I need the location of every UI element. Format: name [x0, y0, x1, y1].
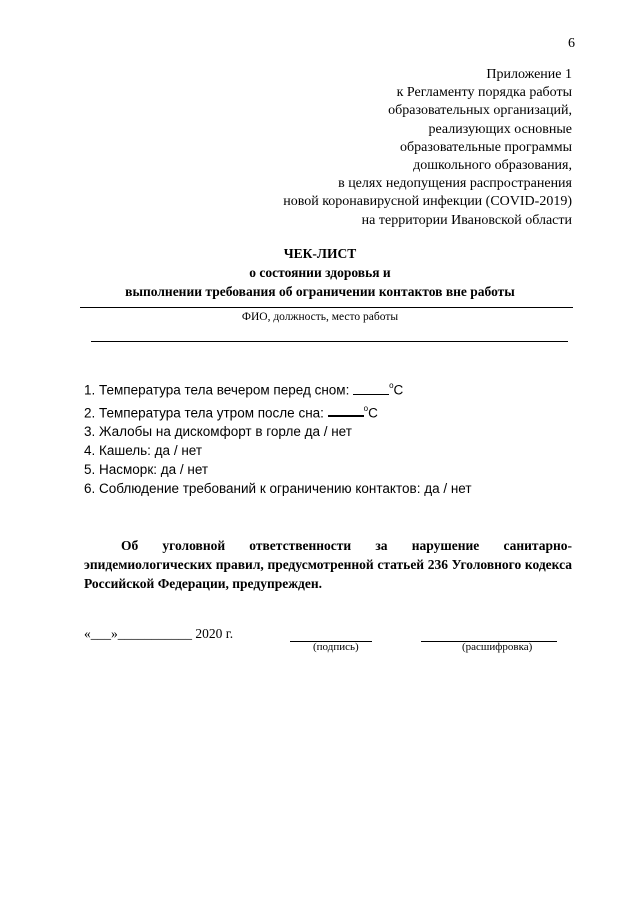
unit: C: [393, 382, 404, 398]
unit: C: [368, 405, 378, 420]
health-checklist: [84, 377, 472, 498]
appendix-line: на территории Ивановской области: [361, 212, 572, 228]
signature-caption: (подпись): [313, 641, 359, 653]
item-label: 2. Температура тела утром после сна:: [84, 405, 328, 420]
evening-temp-field[interactable]: [353, 382, 389, 395]
appendix-line: новой коронавирусной инфекции (COVID-2019): [283, 194, 572, 210]
appendix-line: дошкольного образования,: [413, 158, 572, 174]
appendix-line: реализующих основные: [428, 121, 572, 137]
appendix-line: образовательные программы: [400, 139, 572, 155]
checklist-item-runny-nose: 5. Насморк: да / нет: [84, 462, 209, 477]
appendix-line: образовательных организаций,: [388, 103, 572, 119]
fio-caption: ФИО, должность, место работы: [241, 311, 399, 323]
degree-sign: o: [389, 381, 394, 390]
appendix-line: Приложение 1: [486, 67, 572, 82]
date-field[interactable]: «___»___________ 2020 г.: [84, 626, 234, 641]
decoding-caption: (расшифровка): [462, 641, 533, 653]
checklist-item-evening-temp: [84, 377, 472, 400]
fio-second-line[interactable]: [91, 330, 568, 342]
fio-input-line[interactable]: [80, 307, 573, 308]
appendix-line: в целях недопущения распространения: [338, 176, 572, 192]
liability-warning: Об уголовной ответственности за нарушение санитарно-эпидемиологических правил, предусмотренной статьей 236 Уголовного кодекса Российской Федерации, предупрежден.: [84, 538, 572, 591]
title-line-2: о состоянии здоровья и: [249, 265, 391, 280]
item-label: 1. Температура тела вечером перед сном:: [84, 382, 354, 398]
morning-temp-field[interactable]: [328, 403, 364, 417]
checklist-item-cough: 4. Кашель: да / нет: [84, 443, 203, 458]
document-title: [0, 244, 640, 301]
checklist-item-morning-temp: [84, 400, 472, 423]
appendix-line: к Регламенту порядка работы: [396, 85, 572, 101]
checklist-item-throat: 3. Жалобы на дискомфорт в горле да / нет: [84, 424, 352, 439]
checklist-item-contacts: 6. Соблюдение требований к ограничению контактов: да / нет: [84, 481, 472, 496]
title-line-1: ЧЕК-ЛИСТ: [283, 246, 357, 261]
title-line-3: выполнении требования об ограничении контактов вне работы: [125, 284, 515, 299]
appendix-header: [212, 66, 572, 230]
degree-sign: o: [363, 403, 369, 413]
page-number: 6: [568, 36, 575, 51]
